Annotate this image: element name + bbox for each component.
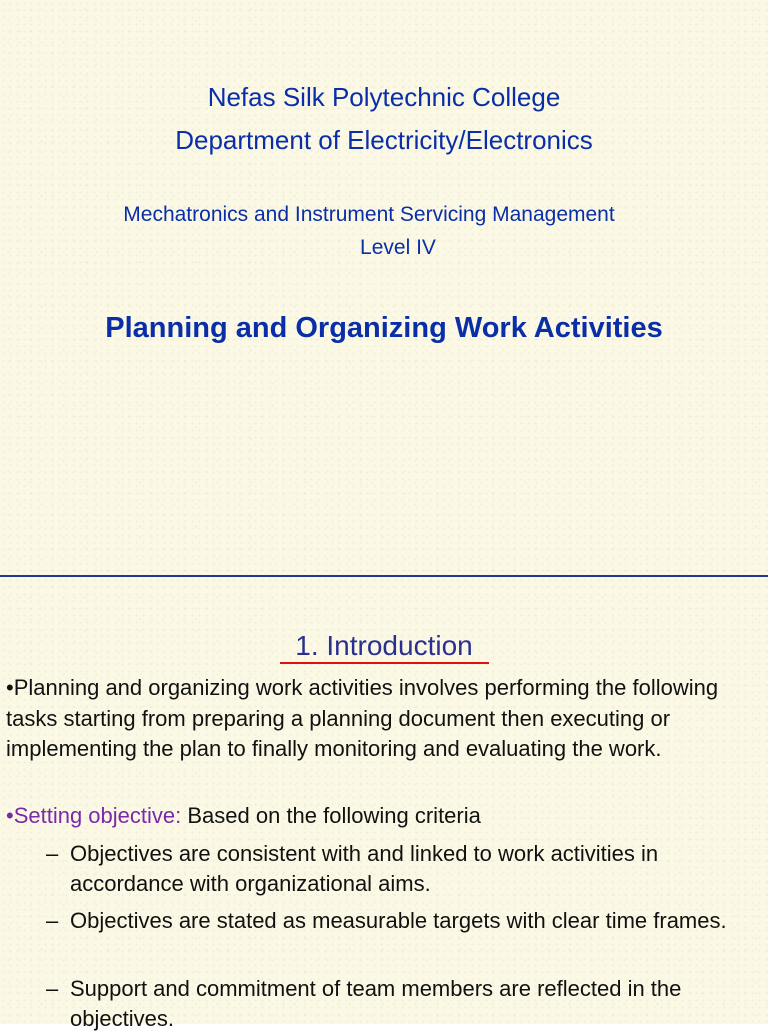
criteria-text: Objectives are stated as measurable targets with clear time frames.: [70, 908, 727, 933]
setting-objective-paragraph: [6, 801, 762, 832]
criteria-item: [46, 906, 762, 936]
heading-underline: [280, 662, 489, 664]
course-title: Planning and Organizing Work Activities: [105, 312, 663, 344]
section-heading: 1. Introduction: [295, 630, 473, 661]
program-level: Level IV: [360, 236, 436, 259]
criteria-text: Objectives are consistent with and linked to work activities in accordance with organizational aims.: [70, 841, 659, 896]
college-name: Nefas Silk Polytechnic College: [207, 82, 561, 112]
program-name-text: Mechatronics and Instrument Servicing Management: [123, 203, 615, 226]
criteria-item: [46, 839, 762, 898]
dash-bullet: –: [46, 976, 59, 1001]
department-name: Department of Electricity/Electronics: [175, 125, 593, 155]
criteria-text: Support and commitment of team members are reflected in the objectives.: [70, 976, 682, 1031]
dash-bullet: –: [46, 908, 59, 933]
criteria-item: [46, 974, 762, 1033]
program-name: [0, 203, 768, 227]
setting-objective-label: •Setting objective:: [6, 803, 182, 828]
setting-objective-text: Based on the following criteria: [181, 803, 481, 828]
intro-paragraph: •Planning and organizing work activities involves performing the following tasks starting from preparing a planning document then executing or implementing the plan to finally monitoring and evaluating the work.: [6, 675, 719, 761]
dash-bullet: –: [46, 841, 59, 866]
